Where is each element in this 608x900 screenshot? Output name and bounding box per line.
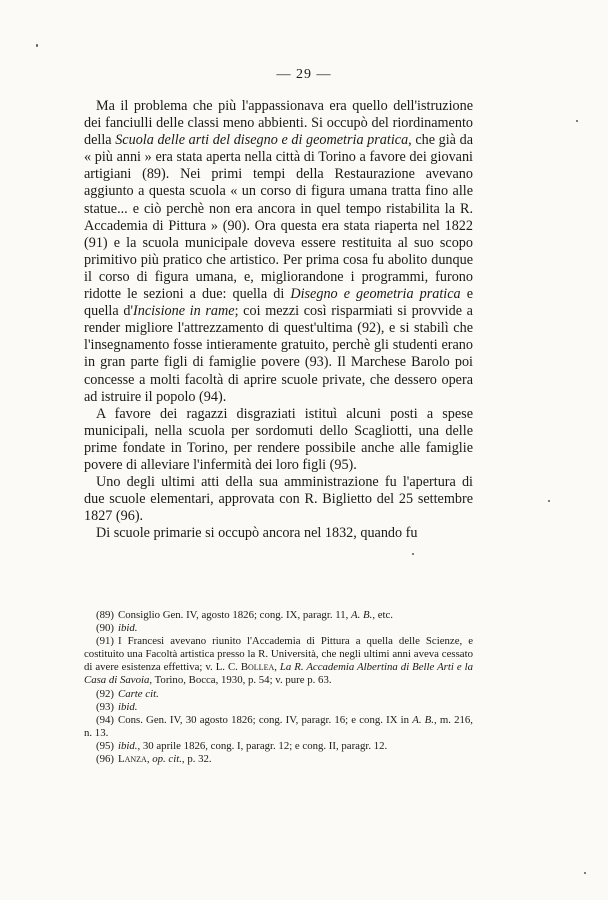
footnote: (90) ibid. bbox=[96, 622, 138, 635]
main-text bbox=[84, 98, 473, 542]
footnote: (96) Lanza, op. cit., p. 32. bbox=[96, 753, 212, 766]
footnote: (95) ibid., 30 aprile 1826, cong. I, paragr. 12; e cong. II, paragr. 12. bbox=[96, 739, 388, 752]
footnote: (93) ibid. bbox=[96, 700, 138, 713]
footnote: (89) Consiglio Gen. IV, agosto 1826; cong. IX, paragr. 11, A. B., etc. bbox=[96, 609, 393, 621]
footnote: (91) I Francesi avevano riunito l'Accademia di Pittura a quella delle Scienze, e costituito una Facoltà artistica presso la R. Università, che negli ultimi anni aveva cessato di avere esistenza effettiva; v. L. C. Bollea, La R. Accademia Albertina di Belle Arti e la Casa di Savoia, Torino, Bocca, 1930, p. 54; v. pure p. 63. bbox=[84, 635, 473, 687]
footnote: (94) Cons. Gen. IV, 30 agosto 1826; cong. IV, paragr. 16; e cong. IX in A. B., m. 216, n. 13. bbox=[84, 713, 473, 739]
scan-speck bbox=[36, 44, 38, 47]
paragraph: Ma il problema che più l'appassionava era quello dell'istruzione dei fanciulli delle classi meno abbienti. Si occupò del riordinamento della Scuola delle arti del disegno e di geometria pratica, che già da « più anni » era stata aperta nella città di Torino a favore dei giovani artigiani (89). Nei primi tempi della Restaurazione avevano aggiunto a questa scuola « un corso di figura umana tratta fino alle statue... e ciò perchè non era ancora in quel tempo ristabilita la R. Accademia di Pittura » (90). Ora questa era stata riaperta nel 1822 (91) e la scuola municipale doveva essere restituita al suo scopo primitivo più pratico che artistico. Per prima cosa fu abolito dunque il corso di figura umana, e, migliorandone i programmi, furono ridotte le sezioni a due: quella di Disegno e geometria pratica e quella d'Incisione in rame; coi mezzi così risparmiati si provvide a render migliore l'attrezzamento di quest'ultima (92), e si stabilì che l'insegnamento fosse intieramente gratuito, perchè gli studenti erano in gran parte figli di famiglie povere (93). Il Marchese Barolo poi concesse a molti facoltà di aprire scuole private, che dessero opera ad istruire il popolo (94). bbox=[84, 98, 474, 405]
scan-speck bbox=[584, 872, 586, 874]
paragraph: A favore dei ragazzi disgraziati istituì alcuni posti a spese municipali, nella scuola per sordomuti dello Scagliotti, una delle prime fondate in Torino, per rendere possibile anche alle famiglie povere di alleviare l'infermità dei loro figli (95). bbox=[84, 405, 473, 473]
page-number: — 29 — bbox=[276, 67, 332, 82]
paragraph: Di scuole primarie si occupò ancora nel 1832, quando fu bbox=[96, 525, 418, 542]
footnotes bbox=[84, 609, 473, 766]
scan-speck bbox=[548, 500, 550, 502]
paragraph: Uno degli ultimi atti della sua amministrazione fu l'apertura di due scuole elementari, approvata con R. Biglietto del 25 settembre 1827 (96). bbox=[84, 474, 473, 525]
scan-speck bbox=[576, 120, 578, 122]
scan-speck bbox=[412, 553, 414, 555]
footnote: (92) Carte cit. bbox=[96, 687, 159, 700]
